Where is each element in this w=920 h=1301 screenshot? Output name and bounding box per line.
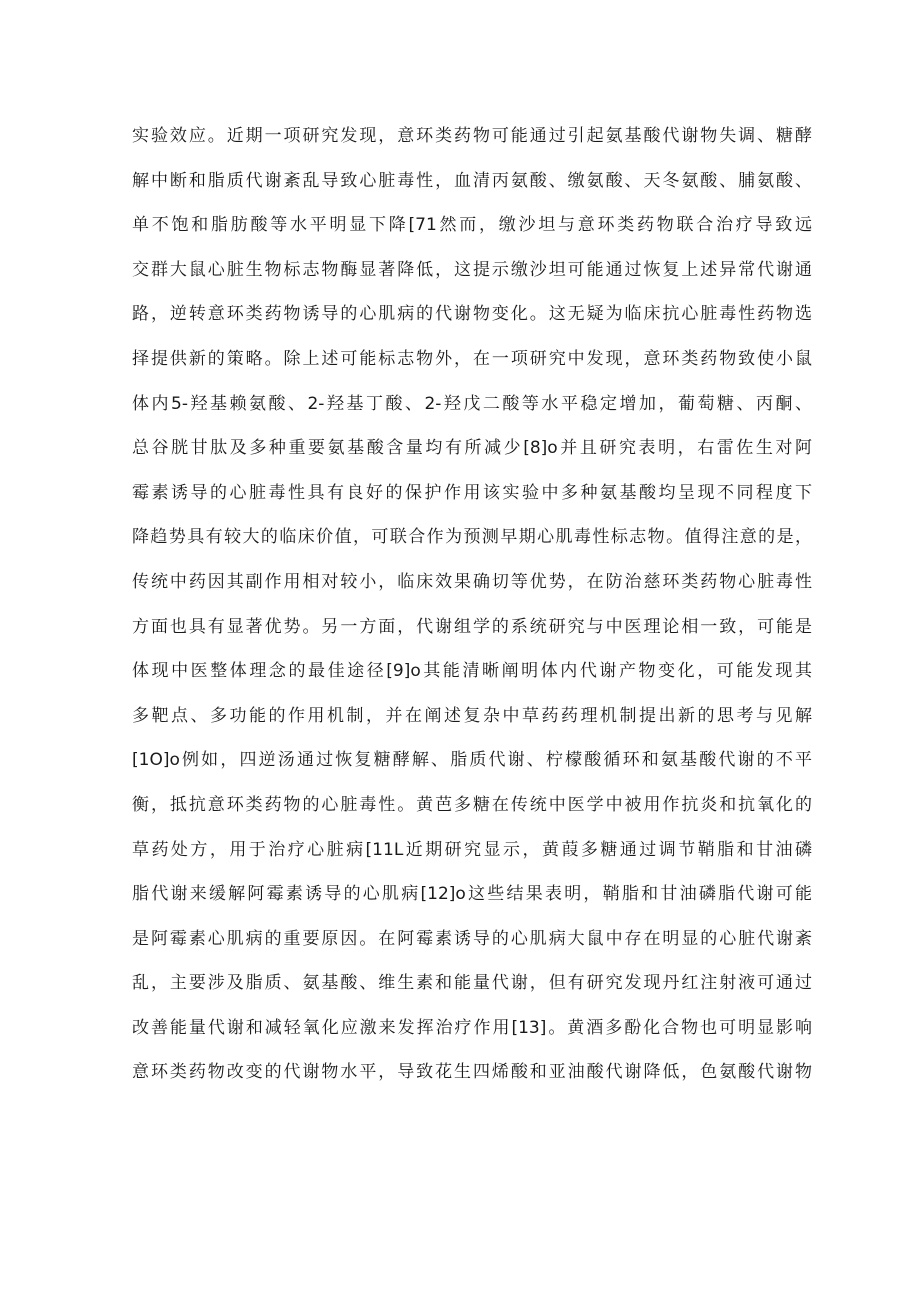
text-line-22: 意环类药物改变的代谢物水平，导致花生四烯酸和亚油酸代谢降低，色氨酸代谢物 — [132, 1062, 812, 1083]
text-line-10: 降趋势具有较大的临床价值，可联合作为预测早期心肌毒性标志物。值得注意的是， — [132, 527, 812, 548]
text-line-21: 改善能量代谢和减轻氧化应激来发挥治疗作用[13]。黄酒多酚化合物也可明显影响 — [132, 1017, 812, 1038]
body-paragraph — [132, 114, 812, 1095]
text-line-17: 草药处方，用于治疗心脏病[11L近期研究显示，黄葭多糖通过调节鞘脂和甘油磷 — [132, 839, 812, 860]
text-line-18: 脂代谢来缓解阿霉素诱导的心肌病[12]o这些结果表明，鞘脂和甘油磷脂代谢可能 — [132, 884, 812, 905]
text-line-11: 传统中药因其副作用相对较小，临床效果确切等优势，在防治慈环类药物心脏毒性 — [132, 571, 812, 592]
text-line-8: 总谷胱甘肽及多种重要氨基酸含量均有所减少[8]o并且研究表明，右雷佐生对阿 — [132, 438, 812, 459]
text-line-7: 体内5-羟基赖氨酸、2-羟基丁酸、2-羟戊二酸等水平稳定增加，葡萄糖、丙酮、 — [132, 393, 812, 414]
text-line-6: 择提供新的策略。除上述可能标志物外，在一项研究中发现，意环类药物致使小鼠 — [132, 348, 812, 369]
text-line-1: 实验效应。近期一项研究发现，意环类药物可能通过引起氨基酸代谢物失调、糖酵 — [132, 126, 812, 146]
text-line-14: 多靶点、多功能的作用机制，并在阐述复杂中草药药理机制提出新的思考与见解 — [132, 705, 812, 726]
text-line-2: 解中断和脂质代谢紊乱导致心脏毒性，血清丙氨酸、缴氨酸、天冬氨酸、脯氨酸、 — [132, 170, 812, 191]
text-line-12: 方面也具有显著优势。另一方面，代谢组学的系统研究与中医理论相一致，可能是 — [132, 616, 812, 637]
text-line-16: 衡，抵抗意环类药物的心脏毒性。黄芭多糖在传统中医学中被用作抗炎和抗氧化的 — [132, 794, 812, 815]
text-line-5: 路，逆转意环类药物诱导的心肌病的代谢物变化。这无疑为临床抗心脏毒性药物选 — [132, 304, 812, 325]
text-line-19: 是阿霉素心肌病的重要原因。在阿霉素诱导的心肌病大鼠中存在明显的心脏代谢紊 — [132, 928, 812, 949]
text-line-15: [1O]o例如，四逆汤通过恢复糖酵解、脂质代谢、柠檬酸循环和氨基酸代谢的不平 — [132, 750, 812, 771]
text-line-3: 单不饱和脂肪酸等水平明显下降[71然而，缴沙坦与意环类药物联合治疗导致远 — [132, 215, 812, 236]
text-line-13: 体现中医整体理念的最佳途径[9]o其能清晰阐明体内代谢产物变化，可能发现其 — [132, 661, 812, 682]
text-line-9: 霉素诱导的心脏毒性具有良好的保护作用该实验中多种氨基酸均呈现不同程度下 — [132, 482, 812, 503]
text-line-4: 交群大鼠心脏生物标志物酶显著降低，这提示缴沙坦可能通过恢复上述异常代谢通 — [132, 259, 812, 280]
text-line-20: 乱，主要涉及脂质、氨基酸、维生素和能量代谢，但有研究发现丹红注射液可通过 — [132, 973, 812, 994]
